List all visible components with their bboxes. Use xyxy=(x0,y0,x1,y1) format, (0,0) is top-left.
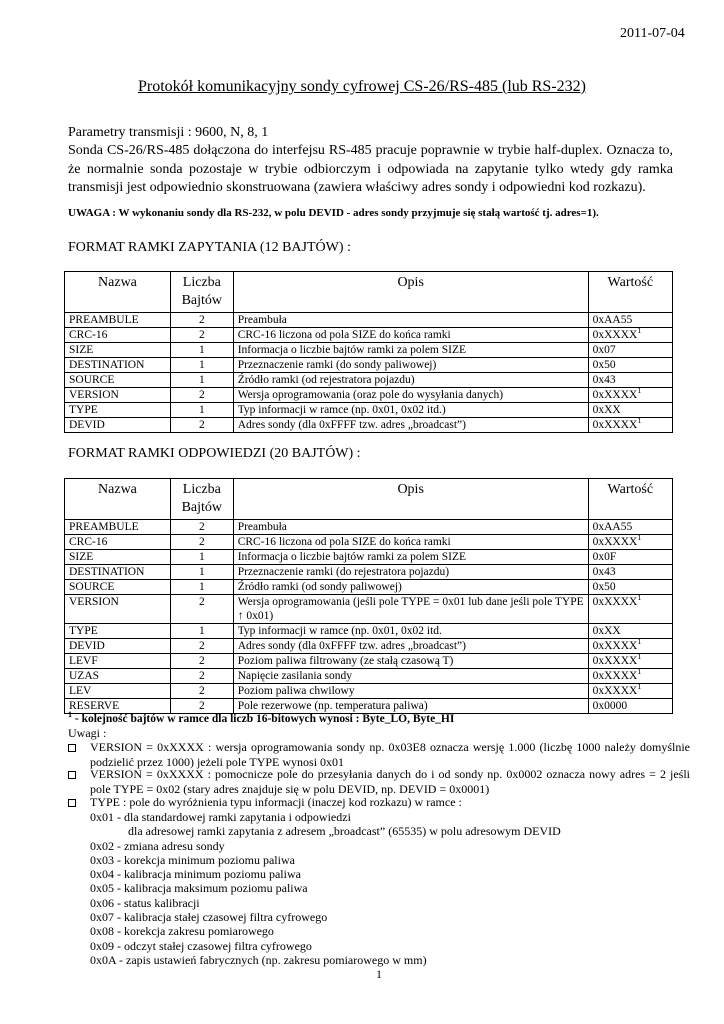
header-name: Nazwa xyxy=(65,479,171,520)
field-value-text: 0xXXXX xyxy=(592,685,638,697)
field-length-text: 1 xyxy=(198,344,205,356)
field-description xyxy=(233,654,588,669)
request-table xyxy=(64,271,673,433)
field-name xyxy=(65,520,171,535)
list-item: 0x04 - kalibracja minimum poziomu paliwa xyxy=(90,867,301,882)
remarks-label: Uwagi : xyxy=(68,726,107,740)
field-length xyxy=(170,565,233,580)
field-value xyxy=(588,418,672,433)
field-name xyxy=(65,343,171,358)
response-table xyxy=(64,478,673,714)
table-row xyxy=(65,639,673,654)
field-description xyxy=(233,328,588,343)
field-name-text: CRC-16 xyxy=(69,329,108,341)
field-name-text: VERSION xyxy=(69,389,119,401)
field-description-text: Wersja oprogramowania (oraz pole do wysyłania danych) xyxy=(237,389,504,401)
list-item: 0x07 - kalibracja stałej czasowej filtra cyfrowego xyxy=(90,910,328,925)
field-description-text: Przeznaczenie ramki (do sondy paliwowej) xyxy=(237,359,437,371)
field-description xyxy=(233,639,588,654)
field-description xyxy=(233,403,588,418)
field-name-text: SIZE xyxy=(69,551,94,563)
field-value xyxy=(588,624,672,639)
field-length xyxy=(170,373,233,388)
field-name-text: DEVID xyxy=(69,640,105,652)
field-length xyxy=(170,358,233,373)
field-name xyxy=(65,639,171,654)
field-length-text: 2 xyxy=(198,640,205,652)
field-description xyxy=(233,520,588,535)
table-row xyxy=(65,358,673,373)
field-description-text: Preambuła xyxy=(237,521,287,533)
table-row xyxy=(65,343,673,358)
field-description-text: Pole rezerwowe (np. temperatura paliwa) xyxy=(237,700,428,712)
field-length-text: 2 xyxy=(198,655,205,667)
field-length-text: 2 xyxy=(198,700,205,712)
table-row xyxy=(65,403,673,418)
type-code-list xyxy=(90,810,561,967)
field-value xyxy=(588,520,672,535)
field-value-text: 0x50 xyxy=(592,581,616,593)
table-header-row xyxy=(65,272,673,313)
field-description-text: Wersja oprogramowania (jeśli pole TYPE = 0x01 lub dane jeśli pole TYPE ↑ 0x01) xyxy=(237,596,584,622)
field-name xyxy=(65,654,171,669)
field-description xyxy=(233,684,588,699)
table-row xyxy=(65,654,673,669)
list-item: 0x0A - zapis ustawień fabrycznych (np. zakresu pomiarowego w mm) xyxy=(90,952,427,967)
list-item: 0x06 - status kalibracji xyxy=(90,895,200,910)
field-description xyxy=(233,535,588,550)
field-length-text: 1 xyxy=(198,551,205,563)
remark-text: VERSION = 0xXXXX : pomocnicze pole do przesyłania danych do i od sondy np. 0x0002 oznacza nowy adres = 2 jeśli pole TYPE = 0x02 (stary adres znajduje się w polu DEVID, np. DEVID = 0x0001) xyxy=(90,767,690,796)
table-row xyxy=(65,624,673,639)
field-name xyxy=(65,403,171,418)
footnote-ref: 1 xyxy=(637,386,642,395)
table-row xyxy=(65,565,673,580)
field-length xyxy=(170,624,233,639)
field-name-text: UZAS xyxy=(69,670,100,682)
field-description xyxy=(233,550,588,565)
field-value xyxy=(588,343,672,358)
field-name xyxy=(65,624,171,639)
field-value xyxy=(588,550,672,565)
checkbox-bullet-icon xyxy=(68,799,76,807)
field-value-text: 0x43 xyxy=(592,374,616,386)
field-length xyxy=(170,550,233,565)
field-name xyxy=(65,699,171,714)
field-length xyxy=(170,328,233,343)
document-title: Protokół komunikacyjny sondy cyfrowej CS-26/RS-485 (lub RS-232) xyxy=(138,78,586,95)
list-item: 0x02 - zmiana adresu sondy xyxy=(90,838,225,853)
field-name xyxy=(65,388,171,403)
field-name-text: TYPE xyxy=(69,404,98,416)
field-value-text: 0x50 xyxy=(592,359,616,371)
table-row xyxy=(65,699,673,714)
field-length xyxy=(170,669,233,684)
field-name-text: SOURCE xyxy=(69,581,115,593)
field-length xyxy=(170,595,233,624)
field-description xyxy=(233,624,588,639)
field-name xyxy=(65,565,171,580)
remark-bullet xyxy=(68,795,690,810)
footnote-ref: 1 xyxy=(637,637,642,646)
remark-text: TYPE : pole do wyróżnienia typu informacji (inaczej kod rozkazu) w ramce : xyxy=(90,795,462,809)
table-row xyxy=(65,535,673,550)
field-length xyxy=(170,639,233,654)
field-value xyxy=(588,388,672,403)
table-row xyxy=(65,595,673,624)
field-value xyxy=(588,565,672,580)
field-length-text: 1 xyxy=(198,625,205,637)
footnote-ref: 1 xyxy=(637,652,642,661)
field-value-text: 0x0F xyxy=(592,551,617,563)
field-length-text: 2 xyxy=(198,596,205,608)
table-row xyxy=(65,669,673,684)
field-description xyxy=(233,313,588,328)
field-description-text: Poziom paliwa chwilowy xyxy=(237,685,355,697)
field-value xyxy=(588,328,672,343)
field-length-text: 2 xyxy=(198,685,205,697)
field-name-text: DESTINATION xyxy=(69,566,145,578)
field-length xyxy=(170,699,233,714)
field-name-text: SIZE xyxy=(69,344,94,356)
remark-bullet xyxy=(68,740,690,769)
field-description-text: Źródło ramki (od rejestratora pojazdu) xyxy=(237,374,415,386)
checkbox-bullet-icon xyxy=(68,744,76,752)
field-length xyxy=(170,580,233,595)
table-row xyxy=(65,550,673,565)
field-value xyxy=(588,580,672,595)
field-value-text: 0x07 xyxy=(592,344,616,356)
field-name xyxy=(65,595,171,624)
field-name xyxy=(65,669,171,684)
field-description xyxy=(233,418,588,433)
field-length-text: 1 xyxy=(198,581,205,593)
field-description-text: Poziom paliwa filtrowany (ze stałą czasową T) xyxy=(237,655,454,667)
field-description-text: Adres sondy (dla 0xFFFF tzw. adres „broadcast”) xyxy=(237,640,466,652)
field-value-text: 0xXX xyxy=(592,404,621,416)
field-value-text: 0xXXXX xyxy=(592,329,638,341)
field-value xyxy=(588,403,672,418)
footnote-ref: 1 xyxy=(637,667,642,676)
field-value-text: 0xXXXX xyxy=(592,389,638,401)
list-item: 0x09 - odczyt stałej czasowej filtra cyfrowego xyxy=(90,938,312,953)
field-name xyxy=(65,684,171,699)
byte-order-footnote xyxy=(68,710,455,725)
remark-bullet xyxy=(68,767,690,796)
field-length-text: 2 xyxy=(198,329,205,341)
field-description xyxy=(233,580,588,595)
footnote-ref: 1 xyxy=(637,326,642,335)
field-description xyxy=(233,669,588,684)
field-value-text: 0xAA55 xyxy=(592,314,633,326)
table-row xyxy=(65,418,673,433)
list-item: 0x01 - dla standardowej ramki zapytania i odpowiedzi xyxy=(90,810,351,824)
field-name xyxy=(65,535,171,550)
field-length xyxy=(170,418,233,433)
field-description xyxy=(233,388,588,403)
field-name-text: DEVID xyxy=(69,419,105,431)
field-length-text: 2 xyxy=(198,536,205,548)
footnote-ref: 1 xyxy=(637,593,642,602)
list-item: 0x08 - korekcja zakresu pomiarowego xyxy=(90,924,274,939)
field-length xyxy=(170,388,233,403)
field-length xyxy=(170,403,233,418)
field-description-text: Typ informacji w ramce (np. 0x01, 0x02 itd. xyxy=(237,625,442,637)
list-item: dla adresowej ramki zapytania z adresem „broadcast” (65535) w polu adresowym DEVID xyxy=(128,824,561,839)
list-item: 0x05 - kalibracja maksimum poziomu paliwa xyxy=(90,881,308,896)
field-name-text: PREAMBULE xyxy=(69,314,139,326)
page-number: 1 xyxy=(376,967,382,981)
field-description-text: CRC-16 liczona od pola SIZE do końca ramki xyxy=(237,329,451,341)
field-length-text: 1 xyxy=(198,359,205,371)
field-length xyxy=(170,654,233,669)
footnote-mark: 1 xyxy=(68,710,72,719)
field-value xyxy=(588,654,672,669)
field-length-text: 2 xyxy=(198,419,205,431)
field-length-text: 1 xyxy=(198,374,205,386)
field-value-text: 0xXXXX xyxy=(592,596,638,608)
field-value-text: 0xXX xyxy=(592,625,621,637)
field-length-text: 1 xyxy=(198,566,205,578)
field-name xyxy=(65,580,171,595)
footnote-ref: 1 xyxy=(637,416,642,425)
field-description-text: Informacja o liczbie bajtów ramki za polem SIZE xyxy=(237,344,467,356)
request-heading: FORMAT RAMKI ZAPYTANIA (12 BAJTÓW) : xyxy=(68,240,351,255)
table-row xyxy=(65,580,673,595)
checkbox-bullet-icon xyxy=(68,771,76,779)
field-length-text: 2 xyxy=(198,670,205,682)
field-length-text: 2 xyxy=(198,314,205,326)
field-length-text: 2 xyxy=(198,389,205,401)
field-value-text: 0xAA55 xyxy=(592,521,633,533)
field-name xyxy=(65,550,171,565)
field-name-text: TYPE xyxy=(69,625,98,637)
header-length: Liczba Bajtów xyxy=(170,479,233,520)
header-description: Opis xyxy=(233,272,588,313)
field-value xyxy=(588,669,672,684)
table-row xyxy=(65,313,673,328)
field-value xyxy=(588,313,672,328)
field-value-text: 0x0000 xyxy=(592,700,628,712)
field-value-text: 0xXXXX xyxy=(592,640,638,652)
field-description xyxy=(233,343,588,358)
field-value xyxy=(588,684,672,699)
transmission-params: Parametry transmisji : 9600, N, 8, 1 xyxy=(68,125,269,140)
field-length xyxy=(170,535,233,550)
header-description: Opis xyxy=(233,479,588,520)
field-name xyxy=(65,358,171,373)
header-length: Liczba Bajtów xyxy=(170,272,233,313)
footnote-text: - kolejność bajtów w ramce dla liczb 16-bitowych wynosi : Byte_LO, Byte_HI xyxy=(72,713,455,725)
document-date: 2011-07-04 xyxy=(620,26,685,41)
field-description-text: Napięcie zasilania sondy xyxy=(237,670,353,682)
response-heading: FORMAT RAMKI ODPOWIEDZI (20 BAJTÓW) : xyxy=(68,446,361,461)
field-value xyxy=(588,373,672,388)
table-row xyxy=(65,388,673,403)
field-description xyxy=(233,565,588,580)
footnote-ref: 1 xyxy=(637,533,642,542)
field-name-text: LEVF xyxy=(69,655,98,667)
field-description-text: Informacja o liczbie bajtów ramki za polem SIZE xyxy=(237,551,467,563)
field-description-text: Przeznaczenie ramki (do rejestratora pojazdu) xyxy=(237,566,450,578)
field-name-text: DESTINATION xyxy=(69,359,145,371)
table-row xyxy=(65,520,673,535)
field-name xyxy=(65,418,171,433)
rs232-warning: UWAGA : W wykonaniu sondy dla RS-232, w polu DEVID - adres sondy przyjmuje się stałą wartość tj. adres=1). xyxy=(68,207,599,219)
intro-paragraph: Sonda CS-26/RS-485 dołączona do interfejsu RS-485 pracuje poprawnie w trybie half-duplex. Oznacza to, że normalnie sonda pozostaje w trybie odbiorczym i odpowiada na zapytanie tylko wtedy gdy ramka transmisji jest odpowiednio skonstruowana (zawiera właściwy adres sondy i odpowiedni kod rozkazu). xyxy=(68,143,673,195)
field-description xyxy=(233,373,588,388)
field-name-text: LEV xyxy=(69,685,92,697)
field-length xyxy=(170,313,233,328)
field-name xyxy=(65,328,171,343)
field-value-text: 0x43 xyxy=(592,566,616,578)
field-value-text: 0xXXXX xyxy=(592,419,638,431)
field-name xyxy=(65,373,171,388)
header-value: Wartość xyxy=(588,272,672,313)
footnote-ref: 1 xyxy=(637,682,642,691)
field-value-text: 0xXXXX xyxy=(592,670,638,682)
field-length-text: 2 xyxy=(198,521,205,533)
list-item: 0x03 - korekcja minimum poziomu paliwa xyxy=(90,852,295,867)
field-name-text: CRC-16 xyxy=(69,536,108,548)
field-length-text: 1 xyxy=(198,404,205,416)
field-description xyxy=(233,595,588,624)
table-row xyxy=(65,328,673,343)
header-name: Nazwa xyxy=(65,272,171,313)
field-name-text: SOURCE xyxy=(69,374,115,386)
field-description-text: Preambuła xyxy=(237,314,287,326)
field-value-text: 0xXXXX xyxy=(592,655,638,667)
remark-text: VERSION = 0xXXXX : wersja oprogramowania sondy np. 0x03E8 oznacza wersję 1.000 (liczbę 1000 należy domyślnie podzielić przez 1000) jeżeli pole TYPE wynosi 0x01 xyxy=(90,740,690,769)
field-description xyxy=(233,699,588,714)
field-name-text: RESERVE xyxy=(69,700,120,712)
field-name xyxy=(65,313,171,328)
table-header-row xyxy=(65,479,673,520)
field-value xyxy=(588,595,672,624)
field-value-text: 0xXXXX xyxy=(592,536,638,548)
field-length xyxy=(170,520,233,535)
field-length xyxy=(170,684,233,699)
field-description-text: Adres sondy (dla 0xFFFF tzw. adres „broadcast”) xyxy=(237,419,466,431)
field-description-text: Typ informacji w ramce (np. 0x01, 0x02 itd.) xyxy=(237,404,446,416)
field-value xyxy=(588,358,672,373)
field-value xyxy=(588,699,672,714)
table-row xyxy=(65,373,673,388)
field-name-text: PREAMBULE xyxy=(69,521,139,533)
field-length xyxy=(170,343,233,358)
field-value xyxy=(588,639,672,654)
field-description-text: Źródło ramki (od sondy paliwowej) xyxy=(237,581,402,593)
table-row xyxy=(65,684,673,699)
field-name-text: VERSION xyxy=(69,596,119,608)
field-description xyxy=(233,358,588,373)
header-value: Wartość xyxy=(588,479,672,520)
field-value xyxy=(588,535,672,550)
field-description-text: CRC-16 liczona od pola SIZE do końca ramki xyxy=(237,536,451,548)
